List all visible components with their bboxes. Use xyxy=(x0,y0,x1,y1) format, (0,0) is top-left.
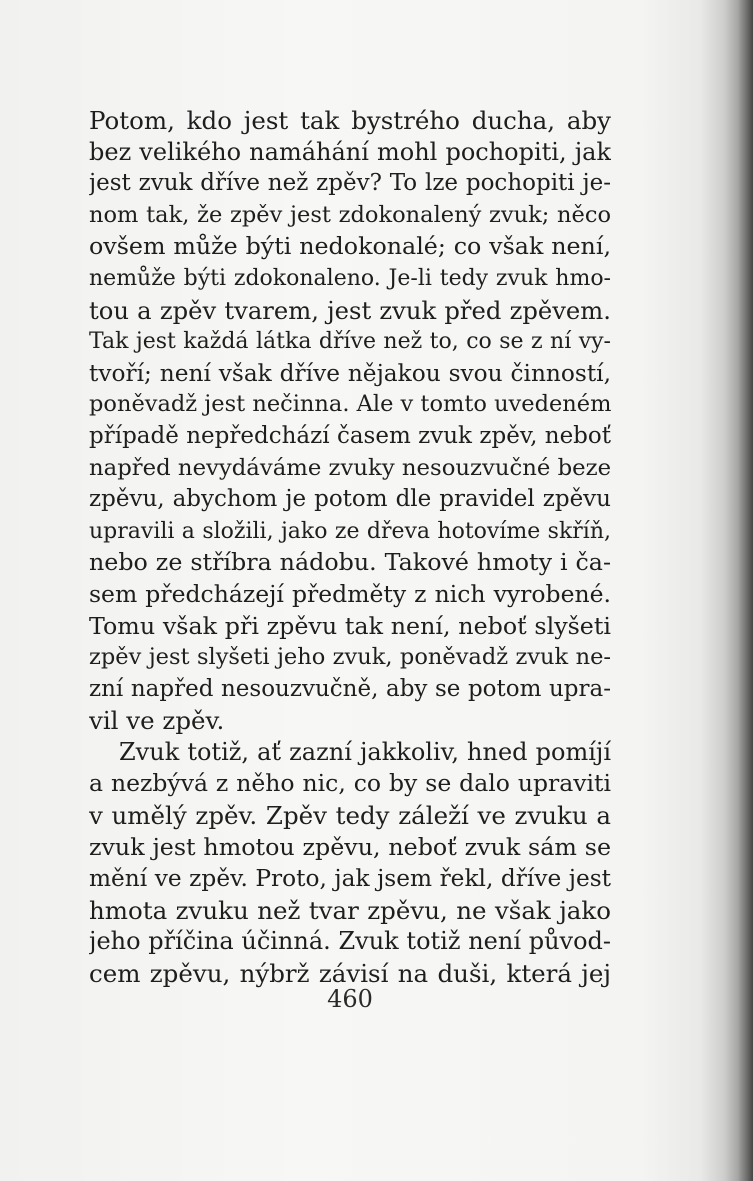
spine-shadow xyxy=(725,0,753,1181)
page-number: 460 xyxy=(327,985,373,1013)
text-line: případě nepředchází časem zvuk zpěv, neboť xyxy=(89,422,611,449)
text-line: v umělý zpěv. Zpěv tedy záleží ve zvuku a xyxy=(89,801,611,831)
text-line: Tomu však při zpěvu tak není, neboť slyšeti xyxy=(89,611,611,640)
text-line: zpěvu, abychom je potom dle pravidel zpěvu xyxy=(89,486,611,513)
text-line: Zvuk totiž, ať zazní jakkoliv, hned pomíjí xyxy=(119,737,611,766)
text-line: jest zvuk dříve než zpěv? To lze pochopiti je- xyxy=(89,170,611,197)
text-line: nemůže býti zdokonaleno. Je-li tedy zvuk hmo- xyxy=(89,265,611,291)
text-line: nom tak, že zpěv jest zdokonalený zvuk; něco xyxy=(89,201,611,228)
text-line: sem předcházejí předměty z nich vyrobené. xyxy=(89,579,611,608)
text-line: ovšem může býti nedokonalé; co však není, xyxy=(89,232,611,261)
text-line: Tak jest každá látka dříve než to, co se z ní vy- xyxy=(89,329,611,355)
text-line: napřed nevydáváme zvuky nesouzvučné beze xyxy=(89,454,611,481)
text-line: poněvadž jest nečinna. Ale v tomto uvedeném xyxy=(89,391,611,418)
text-line: a nezbývá z něho nic, co by se dalo upraviti xyxy=(89,769,611,798)
text-line: zní napřed nesouzvučně, aby se potom upra- xyxy=(89,675,611,702)
text-line: hmota zvuku než tvar zpěvu, ne však jako xyxy=(89,895,611,925)
text-line: mění ve zpěv. Proto, jak jsem řekl, dříve jest xyxy=(89,865,611,893)
text-line: Potom, kdo jest tak bystrého ducha, aby xyxy=(89,106,611,135)
text-line: bez velikého namáhání mohl pochopiti, jak xyxy=(89,137,611,166)
text-line: tou a zpěv tvarem, jest zvuk před zpěvem. xyxy=(89,295,611,325)
text-line: upravili a složili, jako ze dřeva hotovíme skříň, xyxy=(89,518,611,544)
text-line: zvuk jest hmotou zpěvu, neboť zvuk sám se xyxy=(89,832,611,861)
text-line: jeho příčina účinná. Zvuk totiž není původ- xyxy=(89,927,611,956)
text-line: zpěv jest slyšeti jeho zvuk, poněvadž zvuk ne- xyxy=(89,644,611,671)
text-line: nebo ze stříbra nádobu. Takové hmoty i ča- xyxy=(89,548,611,577)
text-line: vil ve zpěv. xyxy=(89,706,225,736)
text-line: cem zpěvu, nýbrž závisí na duši, která jej xyxy=(89,959,611,989)
text-line: tvoří; není však dříve nějakou svou činností, xyxy=(89,359,611,387)
body-text xyxy=(89,105,611,990)
